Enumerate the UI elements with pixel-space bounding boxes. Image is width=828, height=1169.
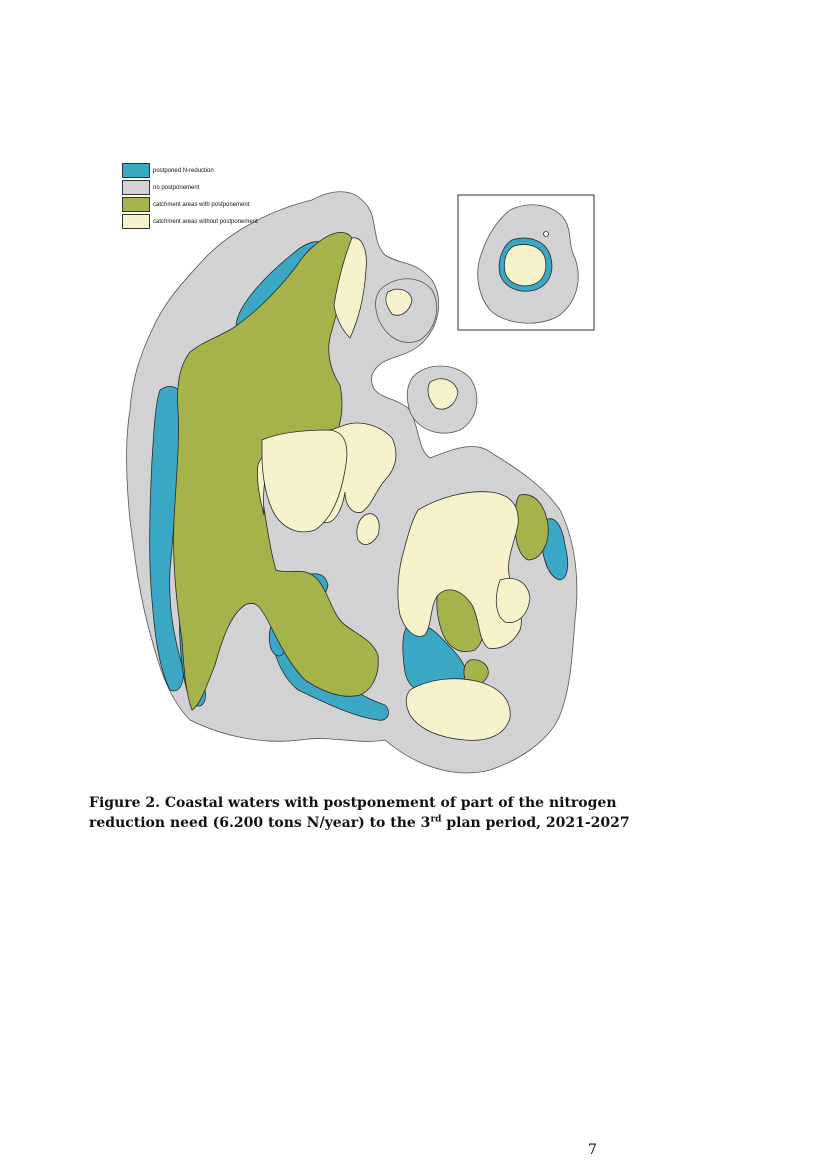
legend-label: catchment areas without postponement <box>153 218 258 225</box>
legend-swatch <box>122 163 150 178</box>
caption-line-1: Figure 2. Coastal waters with postponement of part of the nitrogen <box>89 795 617 811</box>
legend-swatch <box>122 180 150 195</box>
legend-label: catchment areas with postponement <box>153 201 250 208</box>
page-number: 7 <box>588 1142 597 1158</box>
bornholm-inset <box>458 195 594 330</box>
caption-line-2 <box>89 813 649 833</box>
legend-swatch <box>122 214 150 229</box>
legend-item-catchment-with <box>122 196 258 213</box>
legend-label: postponed N-reduction <box>153 167 214 174</box>
caption-superscript: rd <box>430 814 442 825</box>
figure-caption <box>89 793 649 833</box>
legend-item-catchment-without <box>122 213 258 230</box>
legend-swatch <box>122 197 150 212</box>
map-legend <box>122 162 258 230</box>
caption-line-2-start: reduction need (6.200 tons N/year) to the 3 <box>89 815 431 831</box>
legend-item-no-postponement <box>122 179 258 196</box>
caption-line-2-end: plan period, 2021-2027 <box>441 815 630 831</box>
legend-label: no postponement <box>153 184 200 191</box>
legend-item-postponed <box>122 162 258 179</box>
